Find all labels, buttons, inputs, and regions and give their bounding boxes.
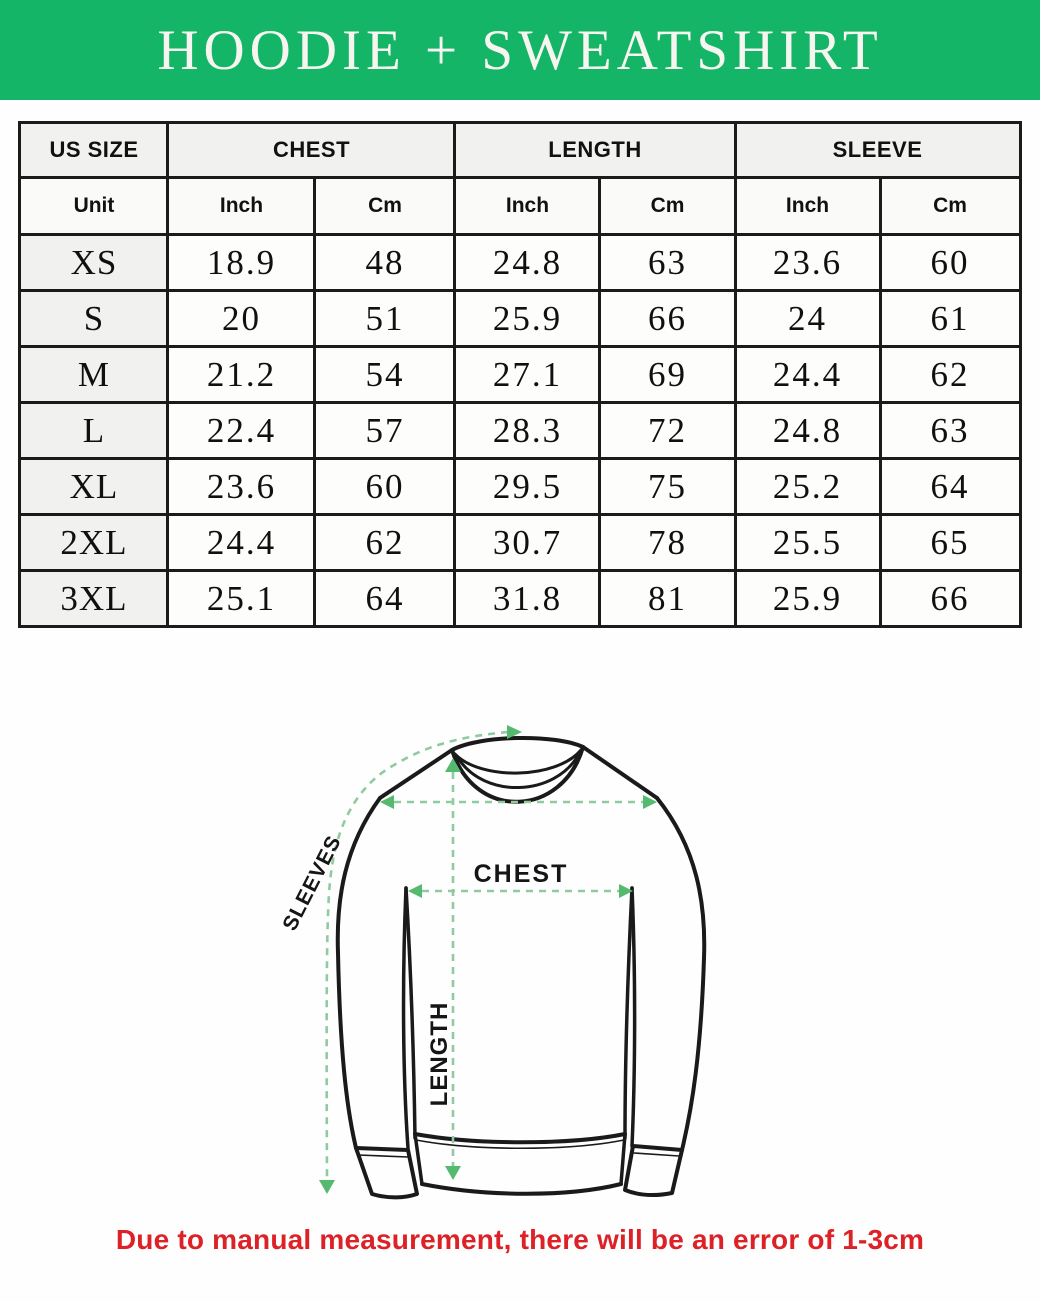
measurement-lines xyxy=(327,732,643,1178)
value-cell: 66 xyxy=(600,291,735,347)
size-label: XL xyxy=(20,459,168,515)
measurement-diagram xyxy=(275,688,765,1218)
unit-header: Unit xyxy=(20,178,168,235)
value-cell: 54 xyxy=(315,347,455,403)
value-cell: 27.1 xyxy=(455,347,600,403)
table-row xyxy=(20,403,1020,459)
size-label: XS xyxy=(20,235,168,291)
value-cell: 25.1 xyxy=(168,571,315,627)
value-cell: 48 xyxy=(315,235,455,291)
column-header-chest: CHEST xyxy=(168,123,455,178)
value-cell: 60 xyxy=(315,459,455,515)
value-cell: 64 xyxy=(880,459,1020,515)
table-row xyxy=(20,515,1020,571)
sleeves-label: SLEEVES xyxy=(278,831,347,935)
value-cell: 24 xyxy=(735,291,880,347)
title-banner xyxy=(0,0,1040,100)
chest-label: CHEST xyxy=(473,860,569,888)
value-cell: 63 xyxy=(880,403,1020,459)
arrow-down-icon xyxy=(319,1180,335,1194)
value-cell: 24.4 xyxy=(168,515,315,571)
unit-header-inch: Inch xyxy=(455,178,600,235)
value-cell: 69 xyxy=(600,347,735,403)
value-cell: 20 xyxy=(168,291,315,347)
value-cell: 29.5 xyxy=(455,459,600,515)
value-cell: 62 xyxy=(315,515,455,571)
value-cell: 28.3 xyxy=(455,403,600,459)
value-cell: 24.4 xyxy=(735,347,880,403)
value-cell: 22.4 xyxy=(168,403,315,459)
value-cell: 21.2 xyxy=(168,347,315,403)
arrow-left-icon xyxy=(408,884,422,898)
value-cell: 31.8 xyxy=(455,571,600,627)
table-row xyxy=(20,347,1020,403)
value-cell: 25.5 xyxy=(735,515,880,571)
value-cell: 18.9 xyxy=(168,235,315,291)
table-row xyxy=(20,571,1020,627)
size-label: L xyxy=(20,403,168,459)
value-cell: 24.8 xyxy=(455,235,600,291)
column-header-length: LENGTH xyxy=(455,123,735,178)
size-label: M xyxy=(20,347,168,403)
arrow-down-icon xyxy=(445,1166,461,1180)
value-cell: 64 xyxy=(315,571,455,627)
size-label: S xyxy=(20,291,168,347)
value-cell: 25.2 xyxy=(735,459,880,515)
size-chart-table xyxy=(18,121,1021,628)
size-label: 3XL xyxy=(20,571,168,627)
column-header-sleeve: SLEEVE xyxy=(735,123,1020,178)
unit-header-cm: Cm xyxy=(880,178,1020,235)
page-title: HOODIE + SWEATSHIRT xyxy=(157,18,883,82)
value-cell: 81 xyxy=(600,571,735,627)
unit-header-inch: Inch xyxy=(168,178,315,235)
value-cell: 51 xyxy=(315,291,455,347)
table-row xyxy=(20,291,1020,347)
value-cell: 62 xyxy=(880,347,1020,403)
value-cell: 30.7 xyxy=(455,515,600,571)
value-cell: 24.8 xyxy=(735,403,880,459)
table-group-header-row xyxy=(20,123,1020,178)
value-cell: 63 xyxy=(600,235,735,291)
value-cell: 65 xyxy=(880,515,1020,571)
value-cell: 25.9 xyxy=(735,571,880,627)
value-cell: 61 xyxy=(880,291,1020,347)
value-cell: 23.6 xyxy=(168,459,315,515)
unit-header-cm: Cm xyxy=(315,178,455,235)
size-label: 2XL xyxy=(20,515,168,571)
table-row xyxy=(20,459,1020,515)
column-header-us-size: US SIZE xyxy=(20,123,168,178)
value-cell: 60 xyxy=(880,235,1020,291)
diagram-labels xyxy=(278,832,568,1107)
sweatshirt-sketch xyxy=(275,688,765,1218)
value-cell: 23.6 xyxy=(735,235,880,291)
value-cell: 75 xyxy=(600,459,735,515)
value-cell: 66 xyxy=(880,571,1020,627)
value-cell: 25.9 xyxy=(455,291,600,347)
unit-header-inch: Inch xyxy=(735,178,880,235)
unit-header-cm: Cm xyxy=(600,178,735,235)
measurement-disclaimer: Due to manual measurement, there will be an error of 1-3cm xyxy=(115,1224,925,1255)
table-row xyxy=(20,235,1020,291)
length-label: LENGTH xyxy=(426,1001,453,1107)
table-unit-header-row xyxy=(20,178,1020,235)
value-cell: 78 xyxy=(600,515,735,571)
value-cell: 57 xyxy=(315,403,455,459)
value-cell: 72 xyxy=(600,403,735,459)
sleeve-measure-line xyxy=(327,732,508,1178)
